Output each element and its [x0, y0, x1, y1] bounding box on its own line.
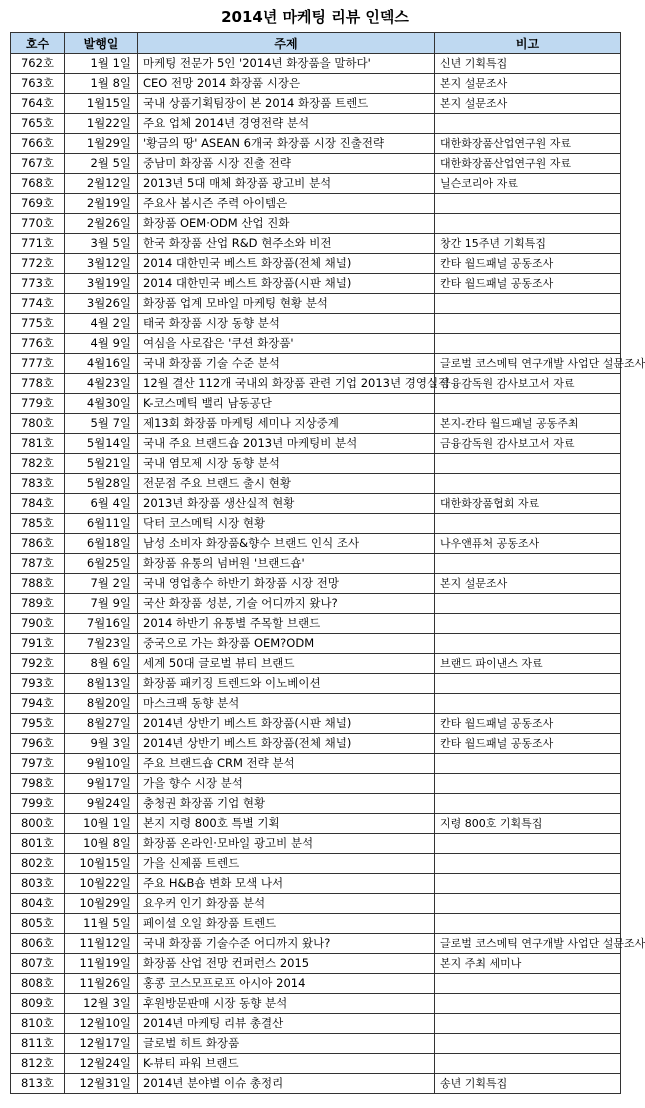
cell-issue: 796호	[11, 734, 65, 754]
cell-date: 4월 9일	[65, 334, 138, 354]
cell-topic: 2014년 분야별 이슈 총정리	[138, 1074, 435, 1094]
cell-note: 칸타 월드패널 공동조사	[435, 734, 621, 754]
cell-date: 11월12일	[65, 934, 138, 954]
cell-date: 4월30일	[65, 394, 138, 414]
cell-issue: 811호	[11, 1034, 65, 1054]
cell-date: 6월11일	[65, 514, 138, 534]
cell-topic: 가을 향수 시장 분석	[138, 774, 435, 794]
cell-issue: 772호	[11, 254, 65, 274]
cell-topic: 2013년 5대 매체 화장품 광고비 분석	[138, 174, 435, 194]
cell-issue: 794호	[11, 694, 65, 714]
cell-date: 12월10일	[65, 1014, 138, 1034]
cell-date: 5월 7일	[65, 414, 138, 434]
cell-note	[435, 614, 621, 634]
cell-issue: 802호	[11, 854, 65, 874]
cell-issue: 777호	[11, 354, 65, 374]
cell-note: 본지 설문조사	[435, 574, 621, 594]
cell-topic: 주요 업체 2014년 경영전략 분석	[138, 114, 435, 134]
cell-issue: 795호	[11, 714, 65, 734]
cell-date: 10월 8일	[65, 834, 138, 854]
header-topic: 주제	[138, 33, 435, 54]
table-row	[11, 1034, 621, 1054]
cell-issue: 766호	[11, 134, 65, 154]
cell-topic: 2014 대한민국 베스트 화장품(전체 채널)	[138, 254, 435, 274]
table-row	[11, 1014, 621, 1034]
cell-date: 3월26일	[65, 294, 138, 314]
cell-note: 본지-칸타 월드패널 공동주최	[435, 414, 621, 434]
cell-topic: 2014 대한민국 베스트 화장품(시판 채널)	[138, 274, 435, 294]
cell-date: 5월14일	[65, 434, 138, 454]
table-row	[11, 1054, 621, 1074]
cell-issue: 807호	[11, 954, 65, 974]
cell-topic: 국내 영업총수 하반기 화장품 시장 전망	[138, 574, 435, 594]
cell-date: 12월31일	[65, 1074, 138, 1094]
table-row	[11, 734, 621, 754]
cell-issue: 813호	[11, 1074, 65, 1094]
header-note: 비고	[435, 33, 621, 54]
cell-note	[435, 774, 621, 794]
cell-date: 2월12일	[65, 174, 138, 194]
cell-issue: 810호	[11, 1014, 65, 1034]
table-row	[11, 334, 621, 354]
cell-date: 1월29일	[65, 134, 138, 154]
cell-date: 2월26일	[65, 214, 138, 234]
cell-issue: 792호	[11, 654, 65, 674]
cell-note: 칸타 월드패널 공동조사	[435, 254, 621, 274]
cell-note	[435, 514, 621, 534]
table-row	[11, 274, 621, 294]
table-row	[11, 394, 621, 414]
cell-topic: 화장품 유통의 넘버원 '브랜드숍'	[138, 554, 435, 574]
cell-date: 3월12일	[65, 254, 138, 274]
cell-topic: 홍콩 코스모프로프 아시아 2014	[138, 974, 435, 994]
table-row	[11, 814, 621, 834]
cell-issue: 778호	[11, 374, 65, 394]
cell-issue: 799호	[11, 794, 65, 814]
cell-issue: 785호	[11, 514, 65, 534]
cell-issue: 803호	[11, 874, 65, 894]
cell-date: 8월27일	[65, 714, 138, 734]
cell-topic: 페이셜 오일 화장품 트렌드	[138, 914, 435, 934]
cell-date: 9월 3일	[65, 734, 138, 754]
table-row	[11, 214, 621, 234]
table-row	[11, 254, 621, 274]
cell-topic: 글로벌 히트 화장품	[138, 1034, 435, 1054]
header-row	[11, 33, 621, 54]
cell-issue: 779호	[11, 394, 65, 414]
cell-note: 본지 설문조사	[435, 94, 621, 114]
cell-topic: 주요사 봄시즌 주력 아이템은	[138, 194, 435, 214]
cell-date: 12월17일	[65, 1034, 138, 1054]
table-row	[11, 354, 621, 374]
cell-note	[435, 634, 621, 654]
cell-date: 4월23일	[65, 374, 138, 394]
cell-topic: 2014년 마케팅 리뷰 총결산	[138, 1014, 435, 1034]
cell-topic: 2013년 화장품 생산실적 현황	[138, 494, 435, 514]
table-row	[11, 854, 621, 874]
cell-topic: 화장품 업계 모바일 마케팅 현황 분석	[138, 294, 435, 314]
table-row	[11, 894, 621, 914]
table-row	[11, 294, 621, 314]
cell-topic: 국내 상품기획팀장이 본 2014 화장품 트렌드	[138, 94, 435, 114]
cell-note: 금융감독원 감사보고서 자료	[435, 374, 621, 394]
cell-topic: 국내 화장품 기술 수준 분석	[138, 354, 435, 374]
cell-note: 글로벌 코스메틱 연구개발 사업단 설문조사	[435, 354, 621, 374]
cell-issue: 768호	[11, 174, 65, 194]
cell-date: 1월 8일	[65, 74, 138, 94]
cell-topic: 국산 화장품 성분, 기술 어디까지 왔나?	[138, 594, 435, 614]
cell-note: 나우앤퓨처 공동조사	[435, 534, 621, 554]
table-row	[11, 634, 621, 654]
cell-date: 1월 1일	[65, 54, 138, 74]
cell-issue: 793호	[11, 674, 65, 694]
cell-topic: 화장품 온라인·모바일 광고비 분석	[138, 834, 435, 854]
cell-date: 8월 6일	[65, 654, 138, 674]
cell-note: 브랜드 파이낸스 자료	[435, 654, 621, 674]
cell-topic: 12월 결산 112개 국내외 화장품 관련 기업 2013년 경영실적	[138, 374, 435, 394]
cell-topic: 2014년 상반기 베스트 화장품(시판 채널)	[138, 714, 435, 734]
cell-topic: 화장품 산업 전망 컨퍼런스 2015	[138, 954, 435, 974]
cell-issue: 786호	[11, 534, 65, 554]
cell-note	[435, 974, 621, 994]
cell-issue: 791호	[11, 634, 65, 654]
cell-date: 10월15일	[65, 854, 138, 874]
cell-issue: 805호	[11, 914, 65, 934]
cell-note	[435, 674, 621, 694]
cell-note: 창간 15주년 기획특집	[435, 234, 621, 254]
header-issue: 호수	[11, 33, 65, 54]
cell-date: 7월 9일	[65, 594, 138, 614]
cell-issue: 782호	[11, 454, 65, 474]
cell-note	[435, 474, 621, 494]
cell-note	[435, 194, 621, 214]
cell-note	[435, 1054, 621, 1074]
cell-issue: 776호	[11, 334, 65, 354]
table-row	[11, 114, 621, 134]
cell-note: 대한화장품산업연구원 자료	[435, 154, 621, 174]
cell-issue: 790호	[11, 614, 65, 634]
cell-issue: 783호	[11, 474, 65, 494]
table-row	[11, 954, 621, 974]
cell-date: 9월17일	[65, 774, 138, 794]
cell-date: 3월19일	[65, 274, 138, 294]
cell-topic: '황금의 땅' ASEAN 6개국 화장품 시장 진출전략	[138, 134, 435, 154]
cell-note	[435, 834, 621, 854]
cell-topic: K-뷰티 파워 브랜드	[138, 1054, 435, 1074]
cell-date: 10월29일	[65, 894, 138, 914]
cell-topic: 국내 화장품 기술수준 어디까지 왔나?	[138, 934, 435, 954]
table-row	[11, 754, 621, 774]
table-row	[11, 94, 621, 114]
cell-topic: 마케팅 전문가 5인 '2014년 화장품을 말하다'	[138, 54, 435, 74]
table-row	[11, 774, 621, 794]
cell-topic: 제13회 화장품 마케팅 세미나 지상중계	[138, 414, 435, 434]
cell-date: 8월13일	[65, 674, 138, 694]
cell-issue: 771호	[11, 234, 65, 254]
cell-date: 6월18일	[65, 534, 138, 554]
cell-date: 4월16일	[65, 354, 138, 374]
table-row	[11, 614, 621, 634]
cell-date: 10월 1일	[65, 814, 138, 834]
cell-issue: 774호	[11, 294, 65, 314]
cell-date: 4월 2일	[65, 314, 138, 334]
cell-date: 6월25일	[65, 554, 138, 574]
cell-topic: 닥터 코스메틱 시장 현황	[138, 514, 435, 534]
table-row	[11, 834, 621, 854]
cell-issue: 770호	[11, 214, 65, 234]
cell-issue: 789호	[11, 594, 65, 614]
cell-topic: 중남미 화장품 시장 진출 전략	[138, 154, 435, 174]
cell-issue: 769호	[11, 194, 65, 214]
cell-note	[435, 694, 621, 714]
table-row	[11, 514, 621, 534]
cell-note: 대한화장품산업연구원 자료	[435, 134, 621, 154]
cell-issue: 762호	[11, 54, 65, 74]
cell-date: 11월 5일	[65, 914, 138, 934]
cell-date: 2월 5일	[65, 154, 138, 174]
table-row	[11, 414, 621, 434]
cell-date: 5월28일	[65, 474, 138, 494]
table-body	[11, 54, 645, 1094]
cell-note	[435, 214, 621, 234]
cell-note	[435, 1034, 621, 1054]
table-row	[11, 974, 621, 994]
table-row	[11, 434, 621, 454]
cell-issue: 784호	[11, 494, 65, 514]
table-row	[11, 1074, 621, 1094]
table-row	[11, 454, 621, 474]
cell-note: 글로벌 코스메틱 연구개발 사업단 설문조사	[435, 934, 621, 954]
cell-topic: 한국 화장품 산업 R&D 현주소와 비전	[138, 234, 435, 254]
cell-note	[435, 294, 621, 314]
table-row	[11, 574, 621, 594]
cell-issue: 806호	[11, 934, 65, 954]
cell-topic: 남성 소비자 화장품&향수 브랜드 인식 조사	[138, 534, 435, 554]
cell-note: 닐슨코리아 자료	[435, 174, 621, 194]
cell-issue: 781호	[11, 434, 65, 454]
cell-date: 7월16일	[65, 614, 138, 634]
cell-note	[435, 914, 621, 934]
cell-topic: 요우커 인기 화장품 분석	[138, 894, 435, 914]
table-row	[11, 154, 621, 174]
cell-topic: 후원방문판매 시장 동향 분석	[138, 994, 435, 1014]
cell-topic: 마스크팩 동향 분석	[138, 694, 435, 714]
cell-note	[435, 554, 621, 574]
cell-date: 1월15일	[65, 94, 138, 114]
cell-issue: 788호	[11, 574, 65, 594]
cell-topic: K-코스메틱 밸리 남동공단	[138, 394, 435, 414]
table-row	[11, 314, 621, 334]
index-table	[10, 32, 645, 1094]
cell-note	[435, 114, 621, 134]
cell-topic: 국내 염모제 시장 동향 분석	[138, 454, 435, 474]
cell-topic: 충청권 화장품 기업 현황	[138, 794, 435, 814]
table-row	[11, 714, 621, 734]
table-row	[11, 594, 621, 614]
table-row	[11, 174, 621, 194]
cell-issue: 808호	[11, 974, 65, 994]
cell-issue: 787호	[11, 554, 65, 574]
cell-issue: 767호	[11, 154, 65, 174]
cell-topic: 세계 50대 글로벌 뷰티 브랜드	[138, 654, 435, 674]
table-row	[11, 234, 621, 254]
cell-date: 6월 4일	[65, 494, 138, 514]
cell-issue: 763호	[11, 74, 65, 94]
table-row	[11, 794, 621, 814]
cell-issue: 773호	[11, 274, 65, 294]
cell-topic: 가을 신제품 트렌드	[138, 854, 435, 874]
cell-date: 12월 3일	[65, 994, 138, 1014]
cell-note: 본지 주최 세미나	[435, 954, 621, 974]
cell-issue: 801호	[11, 834, 65, 854]
cell-note: 칸타 월드패널 공동조사	[435, 714, 621, 734]
cell-date: 3월 5일	[65, 234, 138, 254]
cell-note	[435, 994, 621, 1014]
cell-date: 7월 2일	[65, 574, 138, 594]
cell-note	[435, 1014, 621, 1034]
cell-date: 7월23일	[65, 634, 138, 654]
cell-topic: CEO 전망 2014 화장품 시장은	[138, 74, 435, 94]
cell-topic: 태국 화장품 시장 동향 분석	[138, 314, 435, 334]
cell-date: 5월21일	[65, 454, 138, 474]
table-row	[11, 494, 621, 514]
table-row	[11, 994, 621, 1014]
cell-note: 금융감독원 감사보고서 자료	[435, 434, 621, 454]
table-row	[11, 54, 621, 74]
table-row	[11, 914, 621, 934]
cell-issue: 812호	[11, 1054, 65, 1074]
cell-note	[435, 314, 621, 334]
cell-issue: 809호	[11, 994, 65, 1014]
table-row	[11, 194, 621, 214]
cell-note	[435, 794, 621, 814]
cell-note	[435, 874, 621, 894]
cell-note	[435, 394, 621, 414]
cell-date: 12월24일	[65, 1054, 138, 1074]
cell-note	[435, 454, 621, 474]
cell-note: 대한화장품협회 자료	[435, 494, 621, 514]
table-row	[11, 874, 621, 894]
cell-topic: 국내 주요 브랜드숍 2013년 마케팅비 분석	[138, 434, 435, 454]
cell-topic: 주요 브랜드숍 CRM 전략 분석	[138, 754, 435, 774]
cell-issue: 804호	[11, 894, 65, 914]
cell-issue: 764호	[11, 94, 65, 114]
table-row	[11, 74, 621, 94]
table-row	[11, 534, 621, 554]
table-row	[11, 934, 621, 954]
cell-date: 9월10일	[65, 754, 138, 774]
cell-note	[435, 894, 621, 914]
page-title: 2014년 마케팅 리뷰 인덱스	[221, 8, 409, 26]
cell-topic: 2014 하반기 유통별 주목할 브랜드	[138, 614, 435, 634]
cell-note	[435, 854, 621, 874]
cell-date: 11월26일	[65, 974, 138, 994]
cell-issue: 780호	[11, 414, 65, 434]
table-row	[11, 474, 621, 494]
cell-note: 본지 설문조사	[435, 74, 621, 94]
cell-note: 칸타 월드패널 공동조사	[435, 274, 621, 294]
cell-topic: 2014년 상반기 베스트 화장품(전체 채널)	[138, 734, 435, 754]
cell-date: 1월22일	[65, 114, 138, 134]
cell-issue: 800호	[11, 814, 65, 834]
table-row	[11, 134, 621, 154]
cell-topic: 화장품 패키징 트렌드와 이노베이션	[138, 674, 435, 694]
table-row	[11, 694, 621, 714]
cell-topic: 중국으로 가는 화장품 OEM?ODM	[138, 634, 435, 654]
cell-issue: 775호	[11, 314, 65, 334]
cell-note: 신년 기획특집	[435, 54, 621, 74]
cell-topic: 전문점 주요 브랜드 출시 현황	[138, 474, 435, 494]
table-row	[11, 674, 621, 694]
cell-date: 8월20일	[65, 694, 138, 714]
cell-note	[435, 594, 621, 614]
cell-issue: 797호	[11, 754, 65, 774]
cell-issue: 798호	[11, 774, 65, 794]
cell-topic: 화장품 OEM·ODM 산업 진화	[138, 214, 435, 234]
table-row	[11, 654, 621, 674]
cell-topic: 주요 H&B숍 변화 모색 나서	[138, 874, 435, 894]
cell-topic: 여심을 사로잡은 '쿠션 화장품'	[138, 334, 435, 354]
cell-issue: 765호	[11, 114, 65, 134]
cell-date: 9월24일	[65, 794, 138, 814]
cell-date: 10월22일	[65, 874, 138, 894]
cell-note	[435, 754, 621, 774]
cell-note: 지령 800호 기획특집	[435, 814, 621, 834]
cell-topic: 본지 지령 800호 특별 기획	[138, 814, 435, 834]
cell-date: 11월19일	[65, 954, 138, 974]
table-row	[11, 374, 621, 394]
header-date: 발행일	[65, 33, 138, 54]
table-row	[11, 554, 621, 574]
cell-date: 2월19일	[65, 194, 138, 214]
cell-note	[435, 334, 621, 354]
cell-note: 송년 기획특집	[435, 1074, 621, 1094]
